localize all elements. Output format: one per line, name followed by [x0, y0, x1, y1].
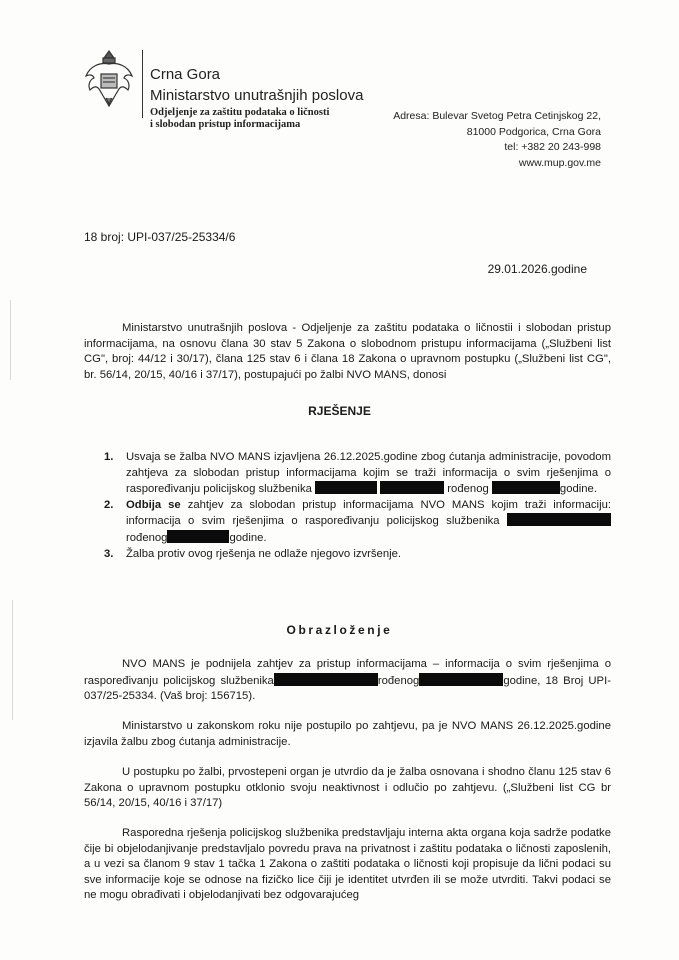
address-block [393, 109, 601, 171]
redaction-block [419, 673, 503, 686]
decision-list [104, 450, 611, 562]
scan-artifact [10, 300, 11, 380]
address-street: Adresa: Bulevar Svetog Petra Cetinjskog 22, [393, 110, 601, 122]
redaction-block [274, 673, 378, 686]
decision-title: RJEŠENJE [308, 404, 371, 418]
redaction-block [315, 481, 377, 494]
item-text [126, 450, 611, 498]
country-name: Crna Gora [150, 66, 221, 83]
item-text: Žalba protiv ovog rješenja ne odlaže njegovo izvršenje. [126, 547, 402, 560]
website: www.mup.gov.me [518, 156, 601, 169]
item-text-a: zahtjev za slobodan pristup informacijama NVO MANS kojim traži informaciju: informacija o svim rješenjima o raspoređivanju policijskog službenika [126, 498, 611, 528]
redaction-block [492, 481, 560, 494]
reasoning-paragraph-1 [84, 657, 611, 705]
department-line-2: i slobodan pristup informacijama [150, 119, 301, 130]
item-number: 1. [104, 451, 114, 463]
reasoning-text: NVO MANS je podnijela zahtjev za pristup informacijama – informacija o svim rješenjima o raspoređivanju policijskog službenika [84, 658, 611, 687]
item-text-c: godine. [229, 531, 267, 544]
reasoning-title: Obrazloženje [286, 623, 393, 637]
redaction-block [507, 513, 611, 526]
item-text-c: godine. [559, 483, 597, 496]
decision-item [104, 498, 611, 547]
reasoning-text: godine, 18 Broj UPI-037/25-25334. (Vaš broj: 156715). [84, 674, 611, 703]
item-bold-text: Odbija se [126, 498, 181, 511]
item-text-b: rođenog [447, 483, 489, 496]
address-city: 81000 Podgorica, Crna Gora [466, 125, 601, 138]
reasoning-paragraph-4: Rasporedna rješenja policijskog službenika predstavljaju interna akta organa koja sadrže podatke čije bi objelodanjivanje predstavljalo povredu prava na privatnost i zaštitu podataka o ličnosti zaposlenih, a u vezi sa članom 9 stav 1 tačka 1 Zakona o zaštiti podataka o ličnosti koji propisuje da lični podaci su sve informacije koje se odnose na fizičko lice čiji je identitet utvrđen ili se može utvrditi. Takvi podaci se ne mogu obrađivati i objelodanjivati bez odgovarajućeg [84, 827, 611, 902]
phone: tel: +382 20 243-998 [504, 141, 601, 153]
decision-item [104, 547, 611, 563]
item-text-a: Usvaja se žalba NVO MANS izjavljena 26.12.2025.godine zbog ćutanja administracije, povodom zahtjeva za slobodan pristup informacijama kojim se traži informacija o svim rješenjima o raspoređivanju policijskog službenika [126, 451, 611, 496]
ministry-name: Ministarstvo unutrašnjih poslova [150, 87, 364, 104]
redaction-block [380, 481, 444, 494]
reasoning-text: rođenog [377, 674, 420, 687]
item-number: 3. [104, 547, 114, 560]
item-text [126, 498, 611, 547]
document-date: 29.01.2026.godine [487, 262, 587, 276]
reasoning-paragraph-3: U postupku po žalbi, prvostepeni organ je utvrdio da je žalba osnovana i shodno članu 125 stav 6 Zakona o upravnom postupku otklonio svoju neaktivnost i odlučio po zahtjevu. („Službeni list CG br 56/14, 20/15, 40/16 i 37/17) [84, 766, 611, 810]
intro-paragraph: Ministarstvo unutrašnjih poslova - Odjeljenje za zaštitu podataka o ličnostii i slobodan pristup informacijama, na osnovu člana 30 stav 5 Zakona o slobodnom pristupu informacijama („Službeni list CG", broj: 44/12 i 30/17), člana 125 stav 6 i člana 18 Zakona o upravnom postupku („Službeni list CG", br. 56/14, 20/15, 40/16 i 37/17), postupajući po žalbi NVO MANS, donosi [84, 322, 611, 381]
item-number: 2. [104, 498, 114, 511]
decision-item [104, 450, 611, 498]
redaction-block [167, 530, 229, 543]
department-name [150, 107, 329, 131]
reference-number: 18 broj: UPI-037/25-25334/6 [84, 230, 236, 244]
montenegro-coat-of-arms-icon [82, 48, 136, 112]
header-divider [142, 50, 143, 118]
reasoning-paragraph-2: Ministarstvo u zakonskom roku nije postupilo po zahtjevu, pa je NVO MANS 26.12.2025.godine izjavila žalbu zbog ćutanja administracije. [84, 720, 611, 748]
item-text-b: rođenog [126, 531, 168, 544]
department-line-1: Odjeljenje za zaštitu podataka o ličnosti [150, 107, 330, 118]
scan-artifact [12, 600, 13, 720]
